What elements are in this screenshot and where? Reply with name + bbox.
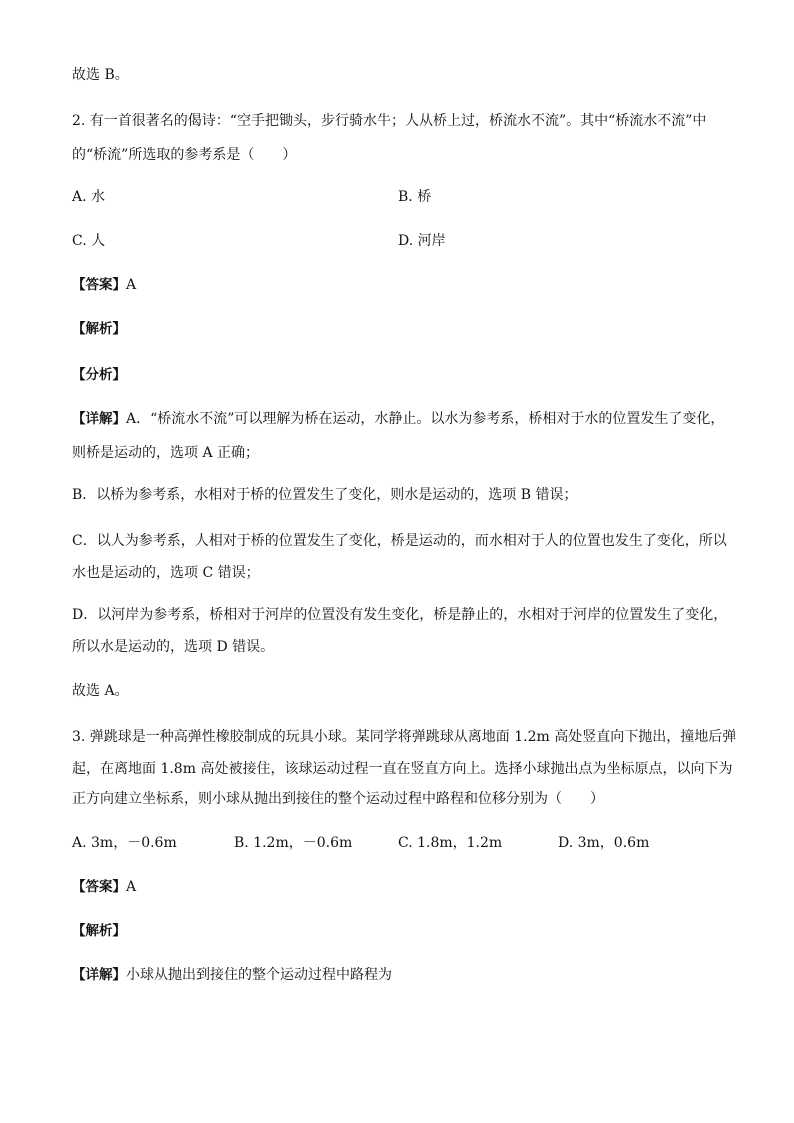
question-2-option-d: D. 河岸 bbox=[398, 233, 446, 249]
question-2-fenxi-heading: 【分析】 bbox=[72, 367, 126, 383]
question-2-answer bbox=[72, 276, 136, 294]
question-2-option-b: B. 桥 bbox=[398, 189, 432, 205]
answer-value: A bbox=[126, 277, 137, 293]
question-3-option-c: C. 1.8m，1.2m bbox=[398, 835, 503, 851]
question-3-option-b: B. 1.2m，－0.6m bbox=[234, 835, 353, 851]
question-3-stem-line-1: 3. 弹跳球是一种高弹性橡胶制成的玩具小球。某同学将弹跳球从离地面 1.2m 高处竖直向下抛出，撞地后弹 bbox=[72, 729, 737, 745]
question-2-stem-line-2: 的“桥流”所选取的参考系是（ ） bbox=[72, 147, 297, 163]
question-2-detail-line-2: 则桥是运动的，选项 A 正确； bbox=[72, 445, 260, 461]
question-3-stem-line-3: 正方向建立坐标系，则小球从抛出到接住的整个运动过程中路程和位移分别为（ ） bbox=[72, 791, 604, 807]
answer-tag: 【答案】 bbox=[72, 879, 126, 895]
question-2-detail-c-line-2: 水也是运动的，选项 C 错误； bbox=[72, 565, 260, 581]
question-2-analysis-heading: 【解析】 bbox=[72, 321, 126, 337]
detail-text: 小球从抛出到接住的整个运动过程中路程为 bbox=[126, 967, 392, 983]
question-2-detail-d-line-1: D．以河岸为参考系，桥相对于河岸的位置没有发生变化，桥是静止的，水相对于河岸的位置发生了变化， bbox=[72, 607, 728, 623]
question-3-option-d: D. 3m，0.6m bbox=[558, 835, 650, 851]
question-2-detail-c-line-1: C．以人为参考系，人相对于桥的位置发生了变化，桥是运动的，而水相对于人的位置也发生了变化，所以 bbox=[72, 533, 727, 549]
detail-tag: 【详解】 bbox=[72, 967, 126, 983]
question-3-answer bbox=[72, 878, 136, 896]
question-2-stem-line-1: 2. 有一首很著名的偈诗：“空手把锄头，步行骑水牛；人从桥上过，桥流水不流”。其中“桥流水不流”中 bbox=[72, 113, 707, 129]
question-2-detail-b: B．以桥为参考系，水相对于桥的位置发生了变化，则水是运动的，选项 B 错误； bbox=[72, 487, 578, 503]
question-2-detail-d-line-2: 所以水是运动的，选项 D 错误。 bbox=[72, 639, 275, 655]
question-3-detail-line-1 bbox=[72, 966, 392, 984]
prev-answer-conclusion: 故选 B。 bbox=[72, 67, 129, 83]
answer-value: A bbox=[126, 879, 137, 895]
detail-text: A．“桥流水不流”可以理解为桥在运动，水静止。以水为参考系，桥相对于水的位置发生了变化， bbox=[126, 411, 725, 427]
question-3-analysis-heading: 【解析】 bbox=[72, 923, 126, 939]
question-3-stem-line-2: 起，在离地面 1.8m 高处被接住，该球运动过程一直在竖直方向上。选择小球抛出点为坐标原点，以向下为 bbox=[72, 761, 733, 777]
question-3-option-a: A. 3m，－0.6m bbox=[72, 835, 177, 851]
question-2-option-a: A. 水 bbox=[72, 189, 106, 205]
question-2-option-c: C. 人 bbox=[72, 233, 106, 249]
question-2-detail-line-1 bbox=[72, 410, 724, 428]
detail-tag: 【详解】 bbox=[72, 411, 126, 427]
answer-tag: 【答案】 bbox=[72, 277, 126, 293]
question-2-conclusion: 故选 A。 bbox=[72, 683, 129, 699]
